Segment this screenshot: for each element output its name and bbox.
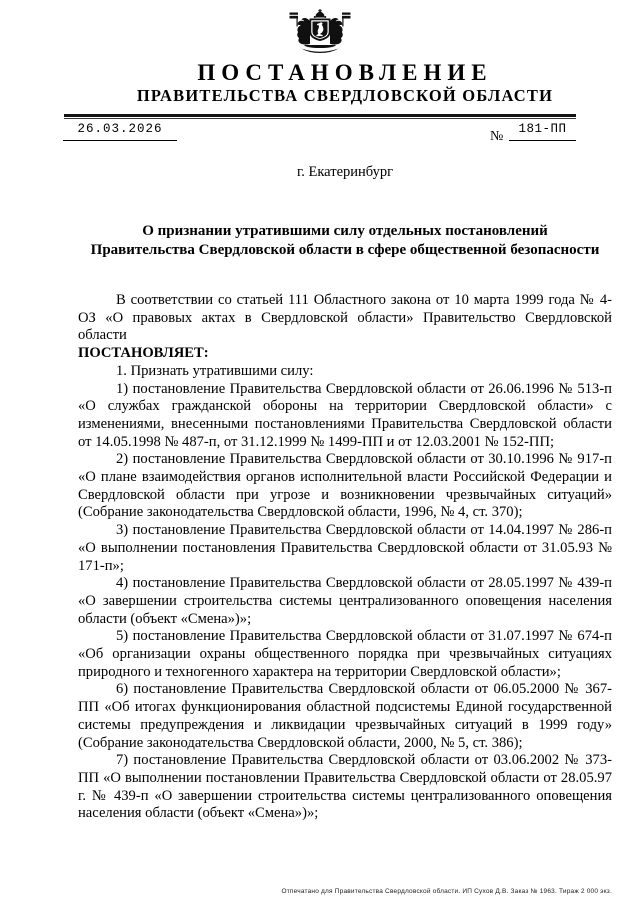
resolution-item: 4) постановление Правительства Свердловской области от 28.05.1997 № 439-п «О завершении строительства системы централизованного оповещения населения области (объект «Смена»)»;: [78, 575, 612, 627]
document-title-line2: Правительства Свердловской области в сфере общественной безопасности: [90, 242, 600, 258]
intro-paragraph: В соответствии со статьей 111 Областного закона от 10 марта 1999 года № 4-ОЗ «О правовых актах в Свердловской области» Правительство Свердловской области: [78, 292, 612, 344]
issue-city: г. Екатеринбург: [296, 164, 394, 180]
issuing-authority-heading: ПРАВИТЕЛЬСТВА СВЕРДЛОВСКОЙ ОБЛАСТИ: [136, 86, 554, 105]
resolution-item: 2) постановление Правительства Свердловской области от 30.10.1996 № 917-п «О плане взаимодействия органов исполнительной власти Российской Федерации и Свердловской области при угрозе и возникновении чрезвычайных ситуаций» (Собрание законодательства Свердловской области, 1996, № 4, ст. 370);: [78, 451, 612, 521]
document-title: [78, 222, 612, 260]
resolution-item: 7) постановление Правительства Свердловской области от 03.06.2002 № 373-ПП «О выполнении постановлении Правительства Свердловской области от 28.05.97 г. № 439-п «О завершении строительства системы централизованного оповещения населения области (объект «Смена»)»;: [78, 752, 612, 822]
resolution-item: 1) постановление Правительства Свердловской области от 26.06.1996 № 513-п «О службах гражданской обороны на территории Свердловской области» с изменениями, внесенными постановлениями Правительства Свердловской области от 14.05.1998 № 487-п, от 31.12.1999 № 1499-ПП и от 12.03.2001 № 152-ПП;: [78, 380, 612, 450]
lead-clause: 1. Признать утратившими силу:: [116, 362, 314, 379]
document-date: 26.03.2026: [63, 122, 177, 141]
resolution-item: 6) постановление Правительства Свердловской области от 06.05.2000 № 367-ПП «Об итогах функционирования областной подсистемы Единой государственной системы предупреждения и ликвидации чрезвычайных ситуаций в 1999 году» (Собрание законодательства Свердловской области, 2000, № 5, ст. 386);: [78, 681, 612, 751]
document-type-heading: ПОСТАНОВЛЕНИЕ: [197, 60, 493, 85]
number-sign-label: №: [490, 129, 504, 144]
meta-row: [0, 119, 640, 157]
document-text: [78, 292, 612, 823]
resolution-items: [78, 381, 612, 824]
resolution-item: 5) постановление Правительства Свердловской области от 31.07.1997 № 674-п «Об организации охраны общественного порядка при чрезвычайных ситуациях природного и техногенного характера на территории Свердловской области»;: [78, 628, 612, 680]
document-content: [78, 222, 612, 823]
coat-of-arms-icon: [283, 9, 357, 59]
resolution-item: 3) постановление Правительства Свердловской области от 14.04.1997 № 286-п «О выполнении постановления Правительства Свердловской области от 31.05.93 № 171-п»;: [78, 522, 612, 574]
document-number: 181-ПП: [509, 122, 576, 141]
resolves-line: ПОСТАНОВЛЯЕТ:: [78, 345, 209, 362]
document-title-line1: О признании утратившими силу отдельных постановлений: [142, 223, 548, 239]
print-info-footer: Отпечатано для Правительства Свердловской области. ИП Сухов Д.В. Заказ № 1963. Тираж 2 000 экз.: [281, 888, 612, 895]
